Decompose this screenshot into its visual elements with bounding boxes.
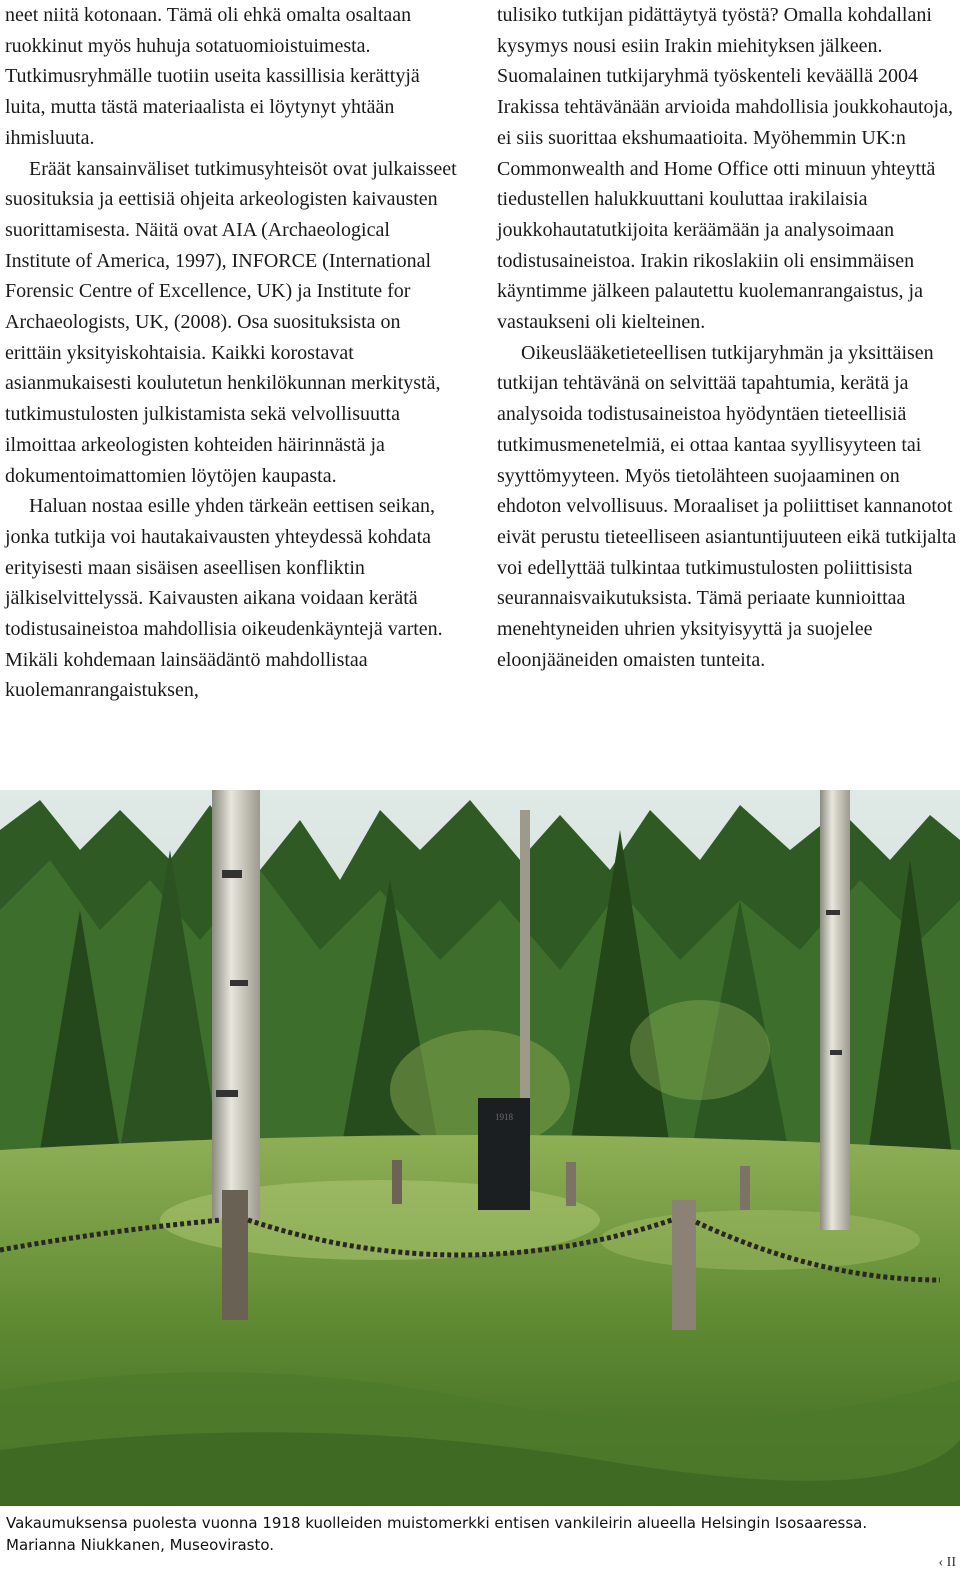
photo-caption	[6, 1512, 906, 1556]
paragraph: Eräät kansainväliset tutkimusyhteisöt ovat julkaisseet suosituksia ja eettisiä ohjeita arkeologisten kaivausten suorittamisesta. Näitä ovat AIA (Archaeological Institute of America, 1997), INFORCE (International Forensic Centre of Excellence, UK) ja Institute for Archaeologists, UK, (2008). Osa suosituksista on erittäin yksityiskohtaisia. Kaikki korostavat asianmukaisesti koulutetun henkilökunnan merkitystä, tutkimustulosten julkistamista sekä velvollisuutta ilmoittaa arkeologisten kohteiden häirinnästä ja dokumentoimattomien löytöjen kaupasta.	[5, 157, 457, 487]
memorial-stone	[478, 1098, 530, 1210]
paragraph: Haluan nostaa esille yhden tärkeän eettisen seikan, jonka tutkija voi hautakaivausten yhteydessä kohdata erityisesti maan sisäisen aseellisen konfliktin jälkiselvittelyssä. Kaivausten aikana voidaan kerätä todistusaineistoa mahdollisia oikeudenkäyntejä varten. Mikäli kohdemaan lainsäädäntö mahdollistaa kuolemanrangaistuksen,	[5, 495, 443, 702]
caption-credit: Marianna Niukkanen, Museovirasto.	[6, 1536, 275, 1554]
page-marker: ‹ II	[938, 1555, 956, 1570]
text-column-left	[5, 0, 457, 706]
memorial-photo	[0, 790, 960, 1506]
paragraph: Oikeuslääketieteellisen tutkijaryhmän ja yksittäisen tutkijan tehtävänä on selvittää tapahtumia, kerätä ja analysoida todistusaineistoa hyödyntäen tieteellisiä tutkimusmenetelmiä, ei ottaa kantaa syyllisyyteen tai syyttömyyteen. Myös tietolähteen suojaaminen on ehdoton velvollisuus. Moraaliset ja poliittiset kannanotot eivät perustu tieteelliseen asiantuntijuuteen eikä tutkijalta voi edellyttää tulkintaa tutkimustulosten poliittisista seurannaisvaikutuksista. Tämä periaate kunnioittaa menehtyneiden uhrien yksityisyyttä ja suojelee eloonjääneiden omaisten tunteita.	[497, 341, 957, 671]
svg-text:1918: 1918	[495, 1112, 513, 1122]
caption-text: Vakaumuksensa puolesta vuonna 1918 kuolleiden muistomerkki entisen vankileirin alueella Helsingin Isosaaressa.	[6, 1514, 868, 1532]
text-column-right	[497, 0, 957, 675]
paragraph: neet niitä kotonaan. Tämä oli ehkä omalta osaltaan ruokkinut myös huhuja sotatuomioistuimesta. Tutkimusryhmälle tuotiin useita kassillisia kerättyjä luita, mutta tästä materiaalista ei löytynyt yhtään ihmisluuta.	[5, 4, 420, 149]
paragraph: tulisiko tutkijan pidättäytyä työstä? Omalla kohdallani kysymys nousi esiin Irakin miehityksen jälkeen. Suomalainen tutkijaryhmä työskenteli keväällä 2004 Irakissa tehtävänään arvioida mahdollisia joukkohautoja, ei siis suorittaa ekshumaatioita. Myöhemmin UK:n Commonwealth and Home Office otti minuun yhteyttä tiedustellen halukkuuttani kouluttaa irakilaisia joukkohautatutkijoita keräämään ja analysoimaan todistusaineistoa. Irakin rikoslakiin oli ensimmäisen käyntimme jälkeen palautettu kuolemanrangaistus, ja vastaukseni oli kielteinen.	[497, 4, 953, 334]
